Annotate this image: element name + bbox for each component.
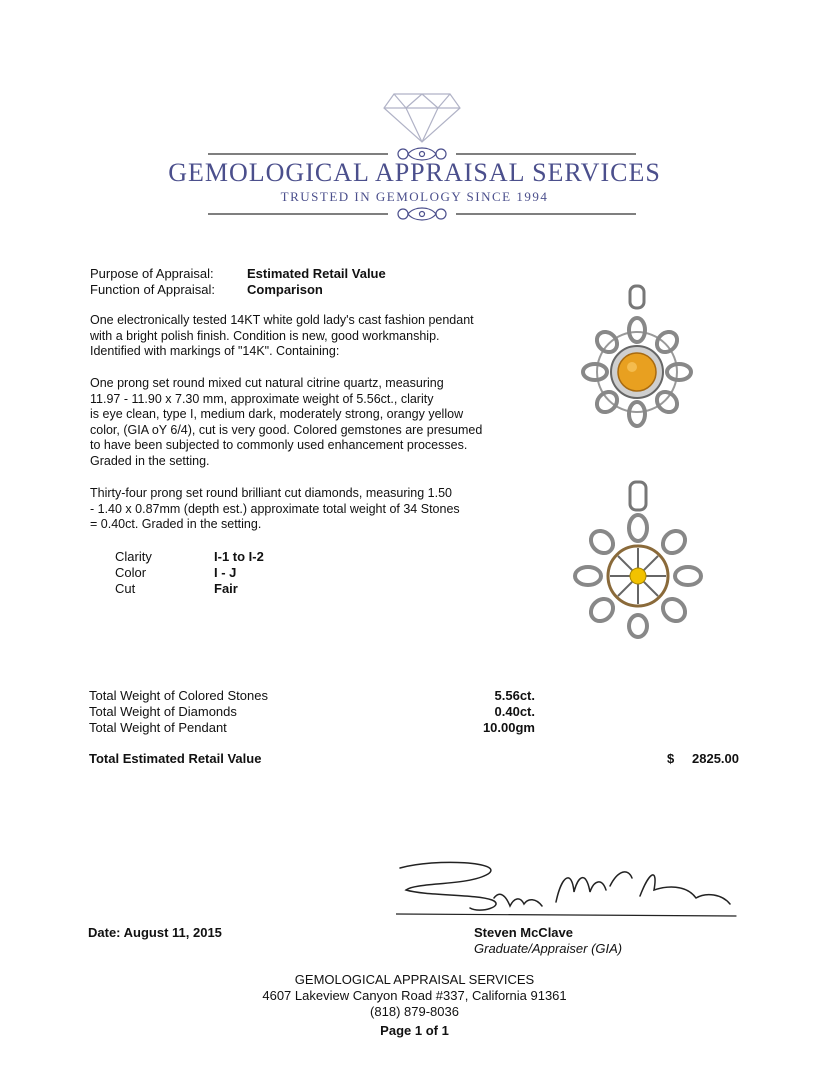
- color-value: I - J: [214, 565, 237, 580]
- appraiser-name: Steven McClave: [474, 925, 573, 940]
- purpose-label: Purpose of Appraisal:: [90, 266, 214, 281]
- pendant-front-photo: [576, 282, 698, 432]
- purpose-value: Estimated Retail Value: [247, 266, 386, 281]
- clarity-value: I-1 to I-2: [214, 549, 264, 564]
- total-colored-stones-value: 5.56ct.: [494, 688, 535, 703]
- appraiser-title: Graduate/Appraiser (GIA): [474, 941, 623, 956]
- retail-value-label: Total Estimated Retail Value: [89, 751, 262, 766]
- footer-phone: (818) 879-8036: [370, 1004, 459, 1019]
- retail-value-amount: 2825.00: [692, 751, 739, 766]
- diamond-description: Thirty-four prong set round brilliant cut diamonds, measuring 1.50 - 1.40 x 0.87mm (depth est.) approximate total weight of 34 Stones = 0.40ct. Graded in the setting.: [90, 486, 460, 531]
- total-pendant-label: Total Weight of Pendant: [89, 720, 227, 735]
- item-description: One electronically tested 14KT white gold lady's cast fashion pendant with a bright polish finish. Condition is new, good workmanship. Identified with markings of "14K". Containing:: [90, 313, 474, 358]
- company-logo-title: GEMOLOGICAL APPRAISAL SERVICES: [168, 158, 661, 187]
- appraisal-date: Date: August 11, 2015: [88, 925, 222, 940]
- page-number: Page 1 of 1: [380, 1023, 449, 1038]
- currency-symbol: $: [667, 751, 675, 766]
- function-label: Function of Appraisal:: [90, 282, 216, 297]
- cut-label: Cut: [115, 581, 136, 596]
- footer-company: GEMOLOGICAL APPRAISAL SERVICES: [294, 972, 535, 987]
- total-colored-stones-label: Total Weight of Colored Stones: [89, 688, 268, 703]
- cut-value: Fair: [214, 581, 238, 596]
- bottom-ornament-divider: [208, 204, 636, 224]
- company-tagline: TRUSTED IN GEMOLOGY SINCE 1994: [280, 189, 549, 204]
- footer-address: 4607 Lakeview Canyon Road #337, California 91361: [262, 988, 567, 1003]
- clarity-label: Clarity: [115, 549, 152, 564]
- total-diamonds-value: 0.40ct.: [494, 704, 535, 719]
- appraiser-signature: [396, 856, 742, 924]
- pendant-back-photo: [572, 478, 704, 640]
- color-label: Color: [115, 565, 147, 580]
- function-value: Comparison: [247, 282, 323, 297]
- citrine-description: One prong set round mixed cut natural citrine quartz, measuring 11.97 - 11.90 x 7.30 mm, approximate weight of 5.56ct., clarity is eye clean, type I, medium dark, moderately strong, orangy yellow color, (GIA oY 6/4), cut is very good. Colored gemstones are presumed to have been subjected to commonly used enhancement processes. Graded in the setting.: [90, 376, 483, 468]
- total-diamonds-label: Total Weight of Diamonds: [89, 704, 237, 719]
- diamond-logo-icon: [382, 92, 462, 144]
- total-pendant-value: 10.00gm: [482, 720, 535, 735]
